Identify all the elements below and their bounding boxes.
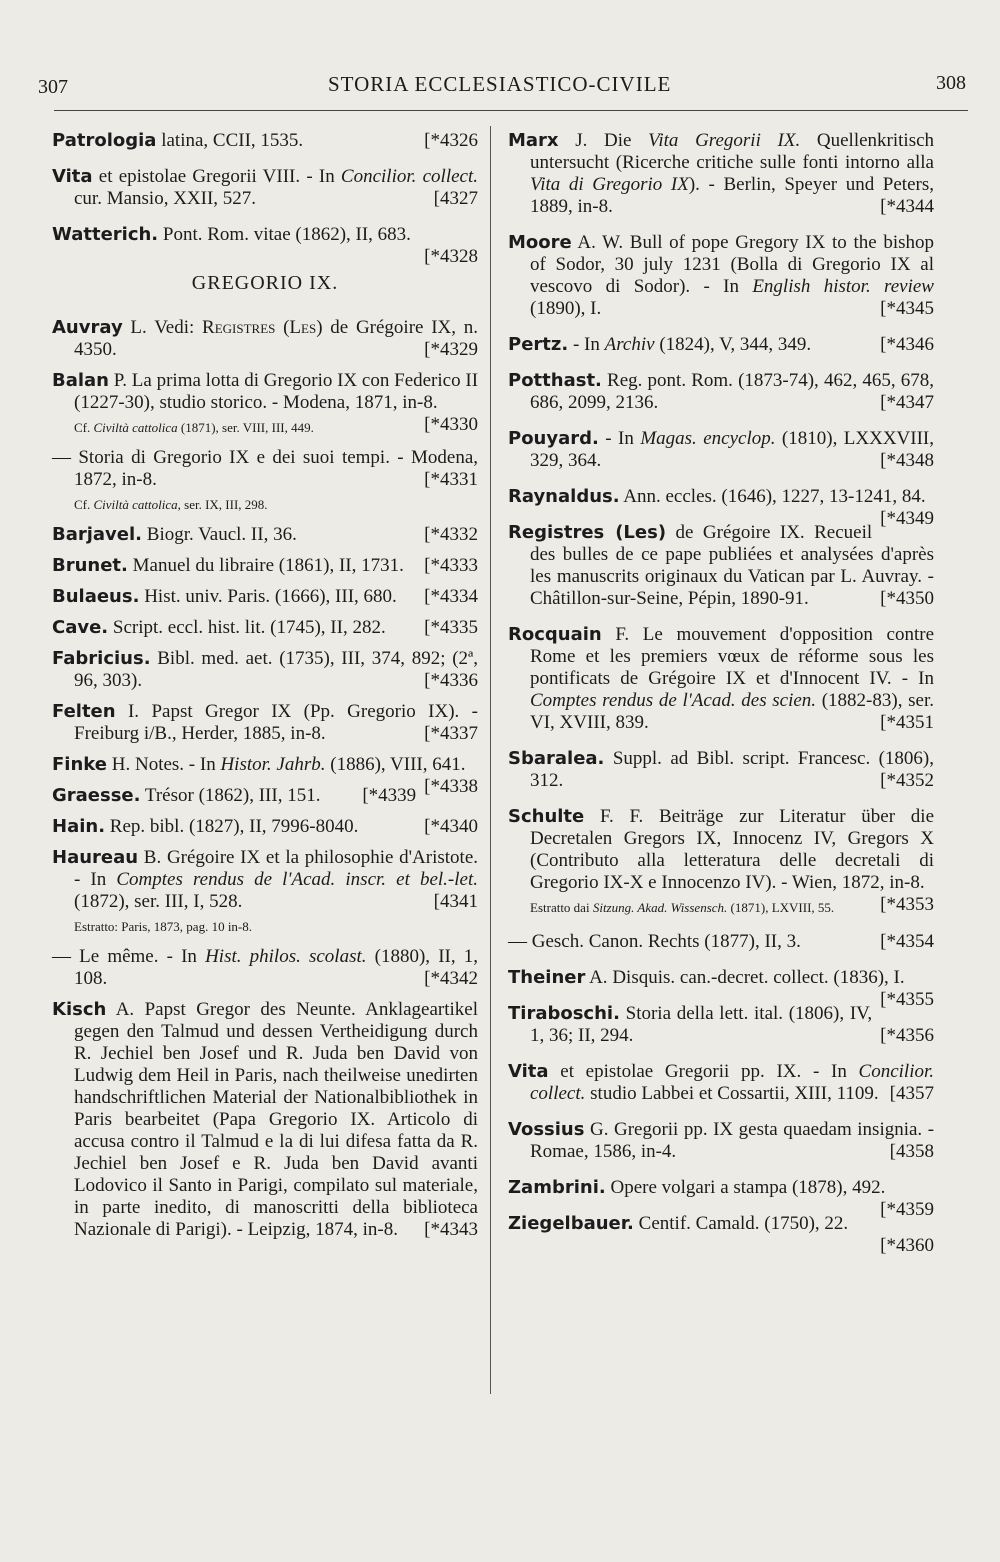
entry-auvray: Auvray L. Vedi: Registres (Les) de Grégoire IX, n. 4350. [*4329 <box>52 317 478 360</box>
entry-marx: Marx J. Die Vita Gregorii IX. Quellenkritisch untersucht (Ricerche critiche sulle fonti intorno alla Vita di Gregorio IX). - Berlin, Speyer und Peters, 1889, in-8. [*4344 <box>508 130 935 217</box>
entry-vita-ix: Vita et epistolae Gregorii pp. IX. - In Concilior. collect. studio Labbei et Cossartii, XIII, 1109. [4357 <box>508 1061 935 1104</box>
entry-schulte: Schulte F. F. Beiträge zur Literatur über die Decretalen Gregors IX, Innocenz IV, Gregors X (Contributo alla letteratura delle decretali di Gregorio IX-X e Innocenzo IV). - Wien, 1872, in-8. [*4353 <box>508 806 935 915</box>
entry-balan-storia: — Storia di Gregorio IX e dei suoi tempi. - Modena, 1872, in-8. [*4331 <box>52 447 478 490</box>
entry-vita-viii: Vita et epistolae Gregorii VIII. - In Concilior. collect. cur. Mansio, XXII, 527. [4327 <box>52 166 479 209</box>
entry-vossius: Vossius G. Gregorii pp. IX gesta quaedam insignia. - Romae, 1586, in-4. [4358 <box>508 1119 935 1162</box>
entry-bulaeus: Bulaeus. Hist. univ. Paris. (1666), III, 680. [*4334 <box>52 586 478 607</box>
entry-hain: Hain. Rep. bibl. (1827), II, 7996-8040. [*4340 <box>52 816 478 837</box>
entry-pertz: Pertz. - In Archiv (1824), V, 344, 349. [*4346 <box>508 334 934 355</box>
entry-cave: Cave. Script. eccl. hist. lit. (1745), II, 282. [*4335 <box>52 617 478 638</box>
entry-finke: Finke H. Notes. - In Histor. Jahrb. (1886), VIII, 641. [*4338 <box>52 754 478 797</box>
page-header <box>38 66 966 106</box>
entry-theiner: Theiner A. Disquis. can.-decret. collect. (1836), I. [*4355 <box>508 967 934 1010</box>
entry-rocquain: Rocquain F. Le mouvement d'opposition contre Rome et les premiers vœux de réforme sous les pontificats de Grégoire IX et d'Innocent IV. - In Comptes rendus de l'Acad. des scien. (1882-83), ser. VI, XVIII, 839. [*4351 <box>508 624 935 733</box>
entry-haureau-meme: — Le même. - In Hist. philos. scolast. (1880), II, 1, 108. [*4342 <box>52 946 478 989</box>
entry-brunet: Brunet. Manuel du libraire (1861), II, 1731. [*4333 <box>52 555 478 576</box>
entry-moore: Moore A. W. Bull of pope Gregory IX to the bishop of Sodor, 30 july 1231 (Bolla di Gregorio IX al vescovo di Sodor). - In English histor. review (1890), I. [*4345 <box>508 232 934 319</box>
entry-tiraboschi: Tiraboschi. Storia della lett. ital. (1806), IV, 1, 36; II, 294. [*4356 <box>508 1003 934 1046</box>
note-balan-storia: Cf. Civiltà cattolica, ser. IX, III, 298. <box>74 497 268 512</box>
entry-kisch: Kisch A. Papst Gregor des Neunte. Anklageartikel gegen den Talmud und dessen Vertheidigung durch R. Jechiel ben Josef und R. Juda ben David von Ludwig dem Heil in Paris, nach theilweise unedirten handschriftlichen Material der Nationalbibliothek in Paris bearbeitet (Papa Gregorio IX. Articolo di accusa contro il Talmud e la di lui difesa fatta da R. Jechiel ben Josef e R. Juda ben David avanti Lodovico il Santo in Parigi, compilato sul materiale, in parte inedito, di manoscritti della biblioteca Nazionale di Parigi). - Leipzig, 1874, in-8. [*4343 <box>52 999 479 1240</box>
entry-felten: Felten I. Papst Gregor IX (Pp. Gregorio IX). - Freiburg i/B., Herder, 1885, in-8. [*4337 <box>52 701 478 744</box>
entry-potthast: Potthast. Reg. pont. Rom. (1873-74), 462, 465, 678, 686, 2099, 2136. [*4347 <box>508 370 934 413</box>
entry-pouyard: Pouyard. - In Magas. encyclop. (1810), LXXXVIII, 329, 364. [*4348 <box>508 428 934 471</box>
note-balan: Cf. Civiltà cattolica (1871), ser. VIII, III, 449. <box>74 420 314 435</box>
entry-patrologia: [*4326 Patrologia latina, CCII, 1535. <box>52 130 478 151</box>
entry-sbaralea: Sbaralea. Suppl. ad Bibl. script. Francesc. (1806), 312. [*4352 <box>508 748 935 791</box>
entry-schulte-gesch: — Gesch. Canon. Rechts (1877), II, 3. [*4354 <box>508 931 934 952</box>
entry-watterich: Watterich. Pont. Rom. vitae (1862), II, 683. [*4328 <box>52 224 478 267</box>
entry-balan: Balan P. La prima lotta di Gregorio IX con Federico II (1227-30), studio storico. - Modena, 1871, in-8. [*4330 <box>52 370 479 435</box>
right-column <box>508 130 934 1257</box>
entry-zambrini: Zambrini. Opere volgari a stampa (1878), 492. [*4359 <box>508 1177 934 1220</box>
section-heading: GREGORIO IX. <box>191 272 339 294</box>
page-number-left: 307 <box>38 76 68 98</box>
entry-graesse: Graesse. Trésor (1862), III, 151. [*4339 <box>52 785 417 806</box>
entry-haureau: Haureau B. Grégoire IX et la philosophie d'Aristote. - In Comptes rendus de l'Acad. inscr. et bel.-let. (1872), ser. III, I, 528. [4341 <box>52 847 479 912</box>
entry-ziegelbauer: Ziegelbauer. Centif. Camald. (1750), 22. [*4360 <box>508 1213 934 1256</box>
entry-raynaldus: Raynaldus. Ann. eccles. (1646), 1227, 13-1241, 84. [*4349 <box>508 486 934 529</box>
note-schulte: Estratto dai Sitzung. Akad. Wissensch. (1871), LXVIII, 55. <box>530 900 835 915</box>
column-divider <box>490 126 491 1394</box>
entry-fabricius: Fabricius. Bibl. med. aet. (1735), III, 374, 892; (2ª, 96, 303). [*4336 <box>52 648 479 691</box>
header-rule <box>54 110 968 111</box>
left-column <box>52 130 478 1250</box>
note-haureau: Estratto: Paris, 1873, pag. 10 in-8. <box>74 919 253 934</box>
entry-registres: Registres (Les) de Grégoire IX. Recueil des bulles de ce pape publiées et analysées d'après les manuscrits originaux du Vatican par L. Auvray. - Châtillon-sur-Seine, Pépin, 1890-91. [*4350 <box>508 522 934 609</box>
entry-barjavel: Barjavel. Biogr. Vaucl. II, 36. [*4332 <box>52 524 478 545</box>
running-title: STORIA ECCLESIASTICO-CIVILE <box>328 72 672 96</box>
page-number-right: 308 <box>936 72 966 94</box>
